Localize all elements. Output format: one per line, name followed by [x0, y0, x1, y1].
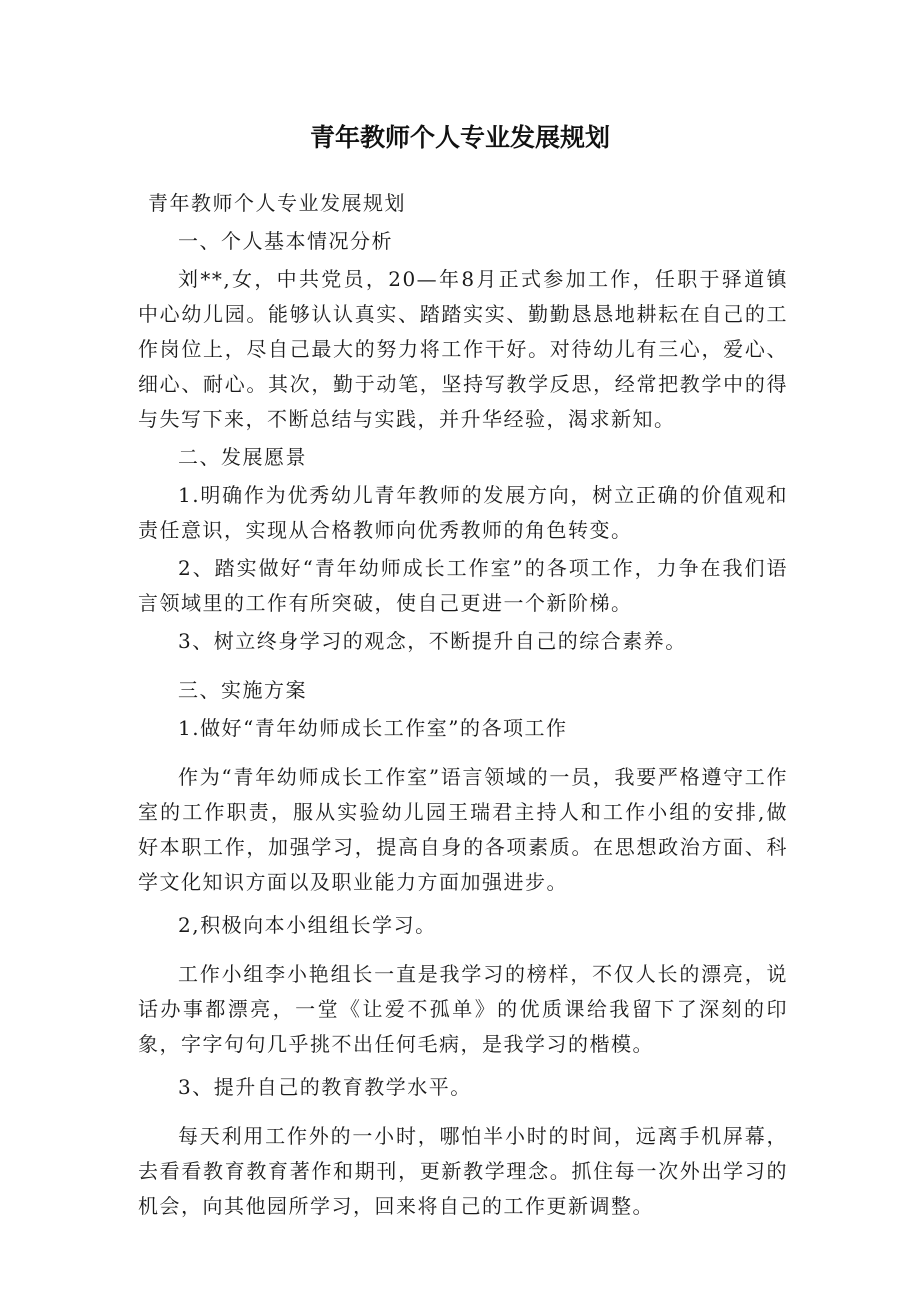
- plan-item-2-heading: 2,积极向本小组组长学习。: [178, 913, 437, 937]
- vision-item-1: 1.明确作为优秀幼儿青年教师的发展方向，树立正确的价值观和责任意识，实现从合格教师向优秀教师的角色转变。: [138, 483, 788, 542]
- paragraph-basic-info: 刘**,女，中共党员，20—年8月正式参加工作，任职于驿道镇中心幼儿园。能够认认真实、踏踏实实、勤勤恳恳地耕耘在自己的工作岗位上，尽自己最大的努力将工作干好。对待幼儿有三心，爱心、细心、耐心。其次，勤于动笔，坚持写教学反思，经常把教学中的得与失写下来，不断总结与实践，并升华经验，渴求新知。: [138, 267, 788, 431]
- plan-item-1-text: 作为“青年幼师成长工作室”语言领域的一员，我要严格遵守工作室的工作职责，服从实验幼儿园王瑞君主持人和工作小组的安排,做好本职工作，加强学习，提高自身的各项素质。在思想政治方面、科学文化知识方面以及职业能力方面加强进步。: [138, 765, 788, 894]
- document-body: [138, 186, 788, 1224]
- vision-item-3: 3、树立终身学习的观念，不断提升自己的综合素养。: [178, 629, 687, 653]
- subtitle-line: 青年教师个人专业发展规划: [148, 191, 406, 215]
- vision-item-2: 2、踏实做好“青年幼师成长工作室”的各项工作，力争在我们语言领域里的工作有所突破，使自己更进一个新阶梯。: [138, 556, 788, 615]
- section-heading-2: 二、发展愿景: [178, 445, 307, 469]
- document-title: 青年教师个人专业发展规划: [309, 123, 610, 152]
- section-heading-3: 三、实施方案: [178, 678, 307, 702]
- plan-item-3-heading: 3、提升自己的教育教学水平。: [178, 1075, 472, 1099]
- plan-item-1-heading: 1.做好“青年幼师成长工作室”的各项工作: [178, 716, 568, 740]
- plan-item-3-text: 每天利用工作外的一小时，哪怕半小时的时间，远离手机屏幕，去看看教育教育著作和期刊，更新教学理念。抓住每一次外出学习的机会，向其他园所学习，回来将自己的工作更新调整。: [138, 1124, 788, 1218]
- section-heading-1: 一、个人基本情况分析: [178, 229, 393, 253]
- plan-item-2-text: 工作小组李小艳组长一直是我学习的榜样，不仅人长的漂亮，说话办事都漂亮，一堂《让爱不孤单》的优质课给我留下了深刻的印象，字字句句几乎挑不出任何毛病，是我学习的楷模。: [138, 962, 788, 1056]
